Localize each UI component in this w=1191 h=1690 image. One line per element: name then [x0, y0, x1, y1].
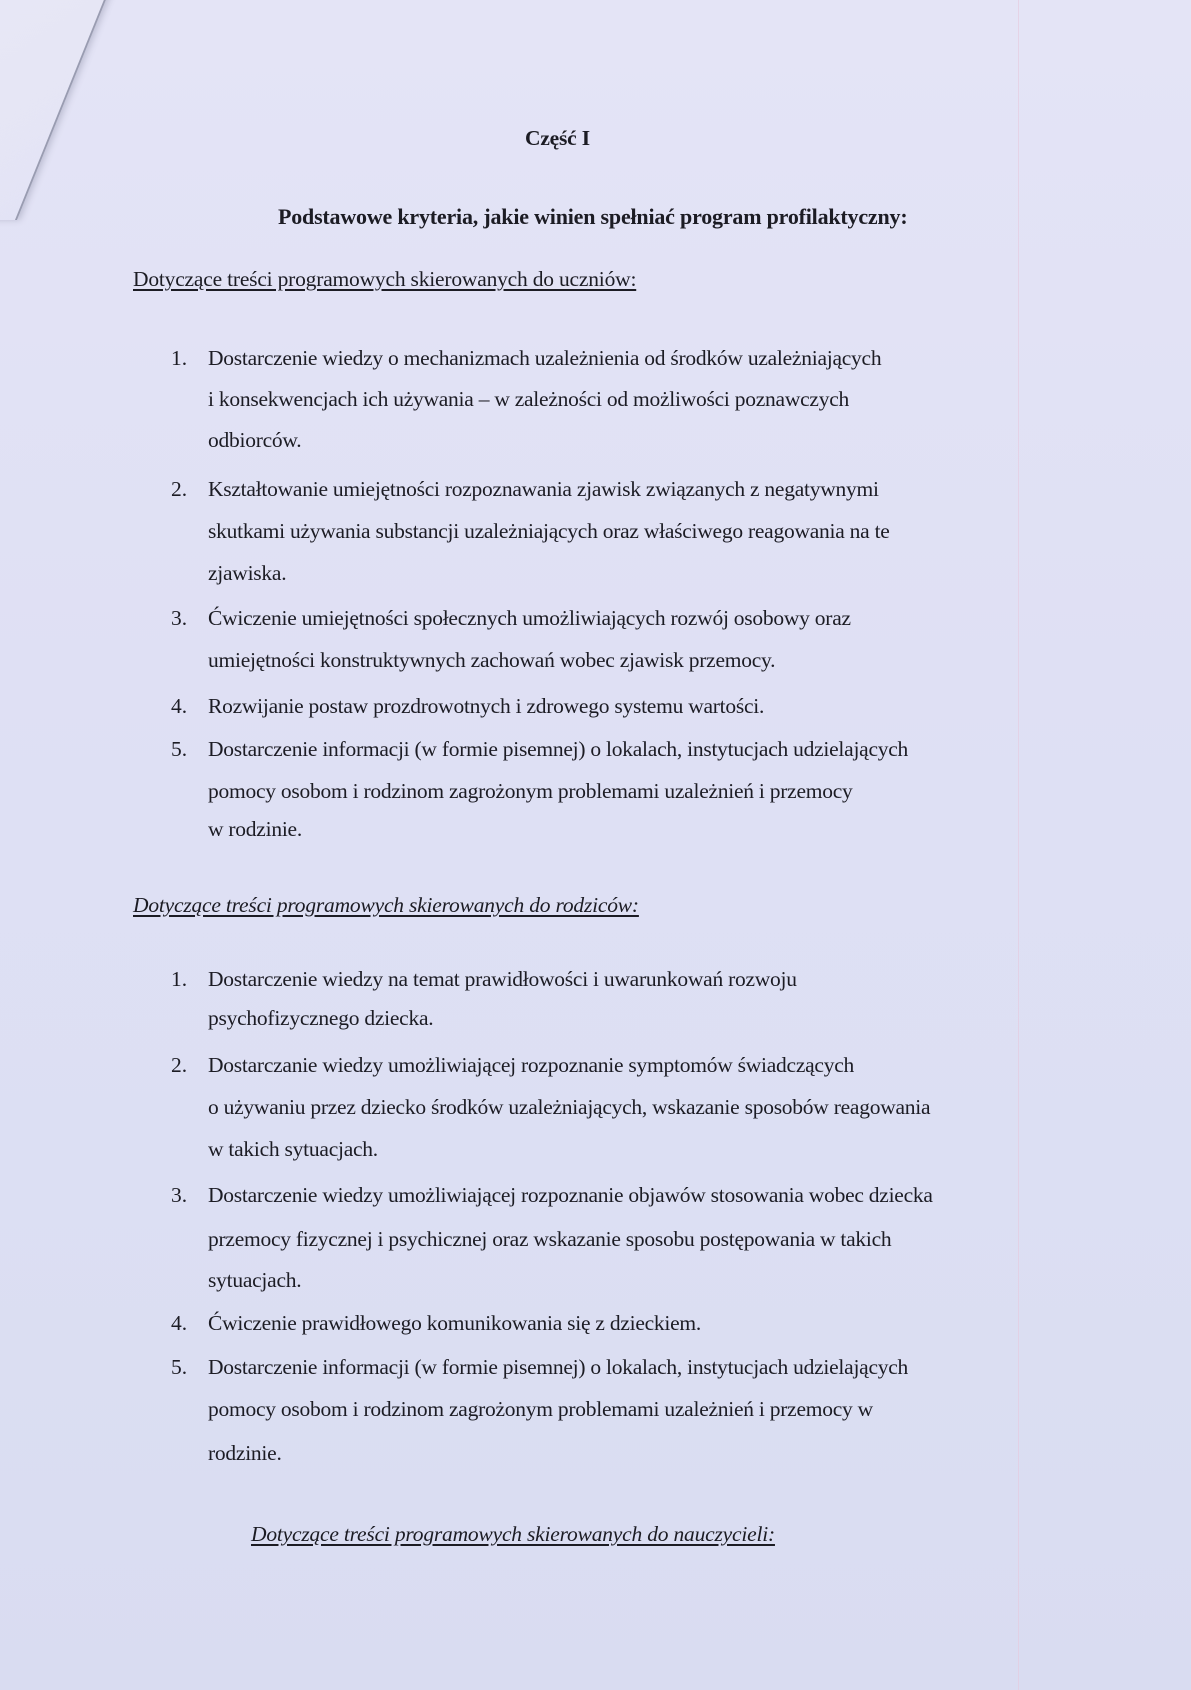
list-item-line: zjawiska.	[208, 561, 287, 585]
list-item-line: Dostarczenie wiedzy na temat prawidłowości i uwarunkowań rozwoju	[208, 967, 797, 991]
list-item-line: Dostarczanie wiedzy umożliwiającej rozpoznanie symptomów świadczących	[208, 1053, 854, 1077]
list-item-line: Dostarczenie wiedzy umożliwiającej rozpoznanie objawów stosowania wobec dziecka	[208, 1183, 933, 1207]
list-item-line: skutkami używania substancji uzależniających oraz właściwego reagowania na te	[208, 519, 890, 543]
list-item-line: Dostarczenie informacji (w formie pisemnej) o lokalach, instytucjach udzielających	[208, 737, 909, 761]
page-fold-corner	[0, 0, 122, 220]
list-item-line: pomocy osobom i rodzinom zagrożonym problemami uzależnień i przemocy w	[208, 1397, 873, 1421]
section-heading-students: Dotyczące treści programowych skierowanych do uczniów:	[133, 267, 637, 291]
list-item-number: 3.	[171, 606, 188, 630]
list-item-line: Ćwiczenie umiejętności społecznych umożliwiających rozwój osobowy oraz	[208, 606, 851, 630]
list-item-number: 3.	[171, 1183, 188, 1207]
list-item-line: odbiorców.	[208, 428, 302, 452]
list-item-line: i konsekwencjach ich używania – w zależności od możliwości poznawczych	[208, 387, 849, 411]
list-item-number: 2.	[171, 477, 188, 501]
list-item-line: pomocy osobom i rodzinom zagrożonym problemami uzależnień i przemocy	[208, 779, 853, 803]
list-item-line: umiejętności konstruktywnych zachowań wobec zjawisk przemocy.	[208, 648, 776, 672]
list-item-line: Kształtowanie umiejętności rozpoznawania zjawisk związanych z negatywnymi	[208, 477, 879, 501]
list-item-number: 5.	[171, 737, 188, 761]
list-item-line: Rozwijanie postaw prozdrowotnych i zdrowego systemu wartości.	[208, 694, 765, 718]
list-item-number: 5.	[171, 1355, 188, 1379]
list-item-line: w rodzinie.	[208, 817, 302, 841]
list-item-line: Ćwiczenie prawidłowego komunikowania się z dzieckiem.	[208, 1311, 702, 1335]
list-item-number: 1.	[171, 346, 188, 370]
list-item-number: 1.	[171, 967, 188, 991]
list-item-line: rodzinie.	[208, 1441, 282, 1465]
list-item-line: w takich sytuacjach.	[208, 1137, 378, 1161]
list-item-line: sytuacjach.	[208, 1268, 302, 1292]
document-subtitle: Podstawowe kryteria, jakie winien spełniać program profilaktyczny:	[278, 204, 908, 229]
list-item-line: psychofizycznego dziecka.	[208, 1006, 434, 1030]
list-item-line: Dostarczenie wiedzy o mechanizmach uzależnienia od środków uzależniających	[208, 346, 882, 370]
scan-crease-line	[1018, 0, 1019, 1690]
list-item-line: Dostarczenie informacji (w formie pisemnej) o lokalach, instytucjach udzielających	[208, 1355, 909, 1379]
list-item-line: o używaniu przez dziecko środków uzależniających, wskazanie sposobów reagowania	[208, 1095, 931, 1119]
section-heading-teachers: Dotyczące treści programowych skierowanych do nauczycieli:	[251, 1522, 775, 1546]
list-item-line: przemocy fizycznej i psychicznej oraz wskazanie sposobu postępowania w takich	[208, 1227, 892, 1251]
list-item-number: 2.	[171, 1053, 188, 1077]
list-item-number: 4.	[171, 694, 188, 718]
section-heading-parents: Dotyczące treści programowych skierowanych do rodziców:	[133, 893, 639, 917]
part-title: Część I	[525, 126, 590, 150]
list-item-number: 4.	[171, 1311, 188, 1335]
